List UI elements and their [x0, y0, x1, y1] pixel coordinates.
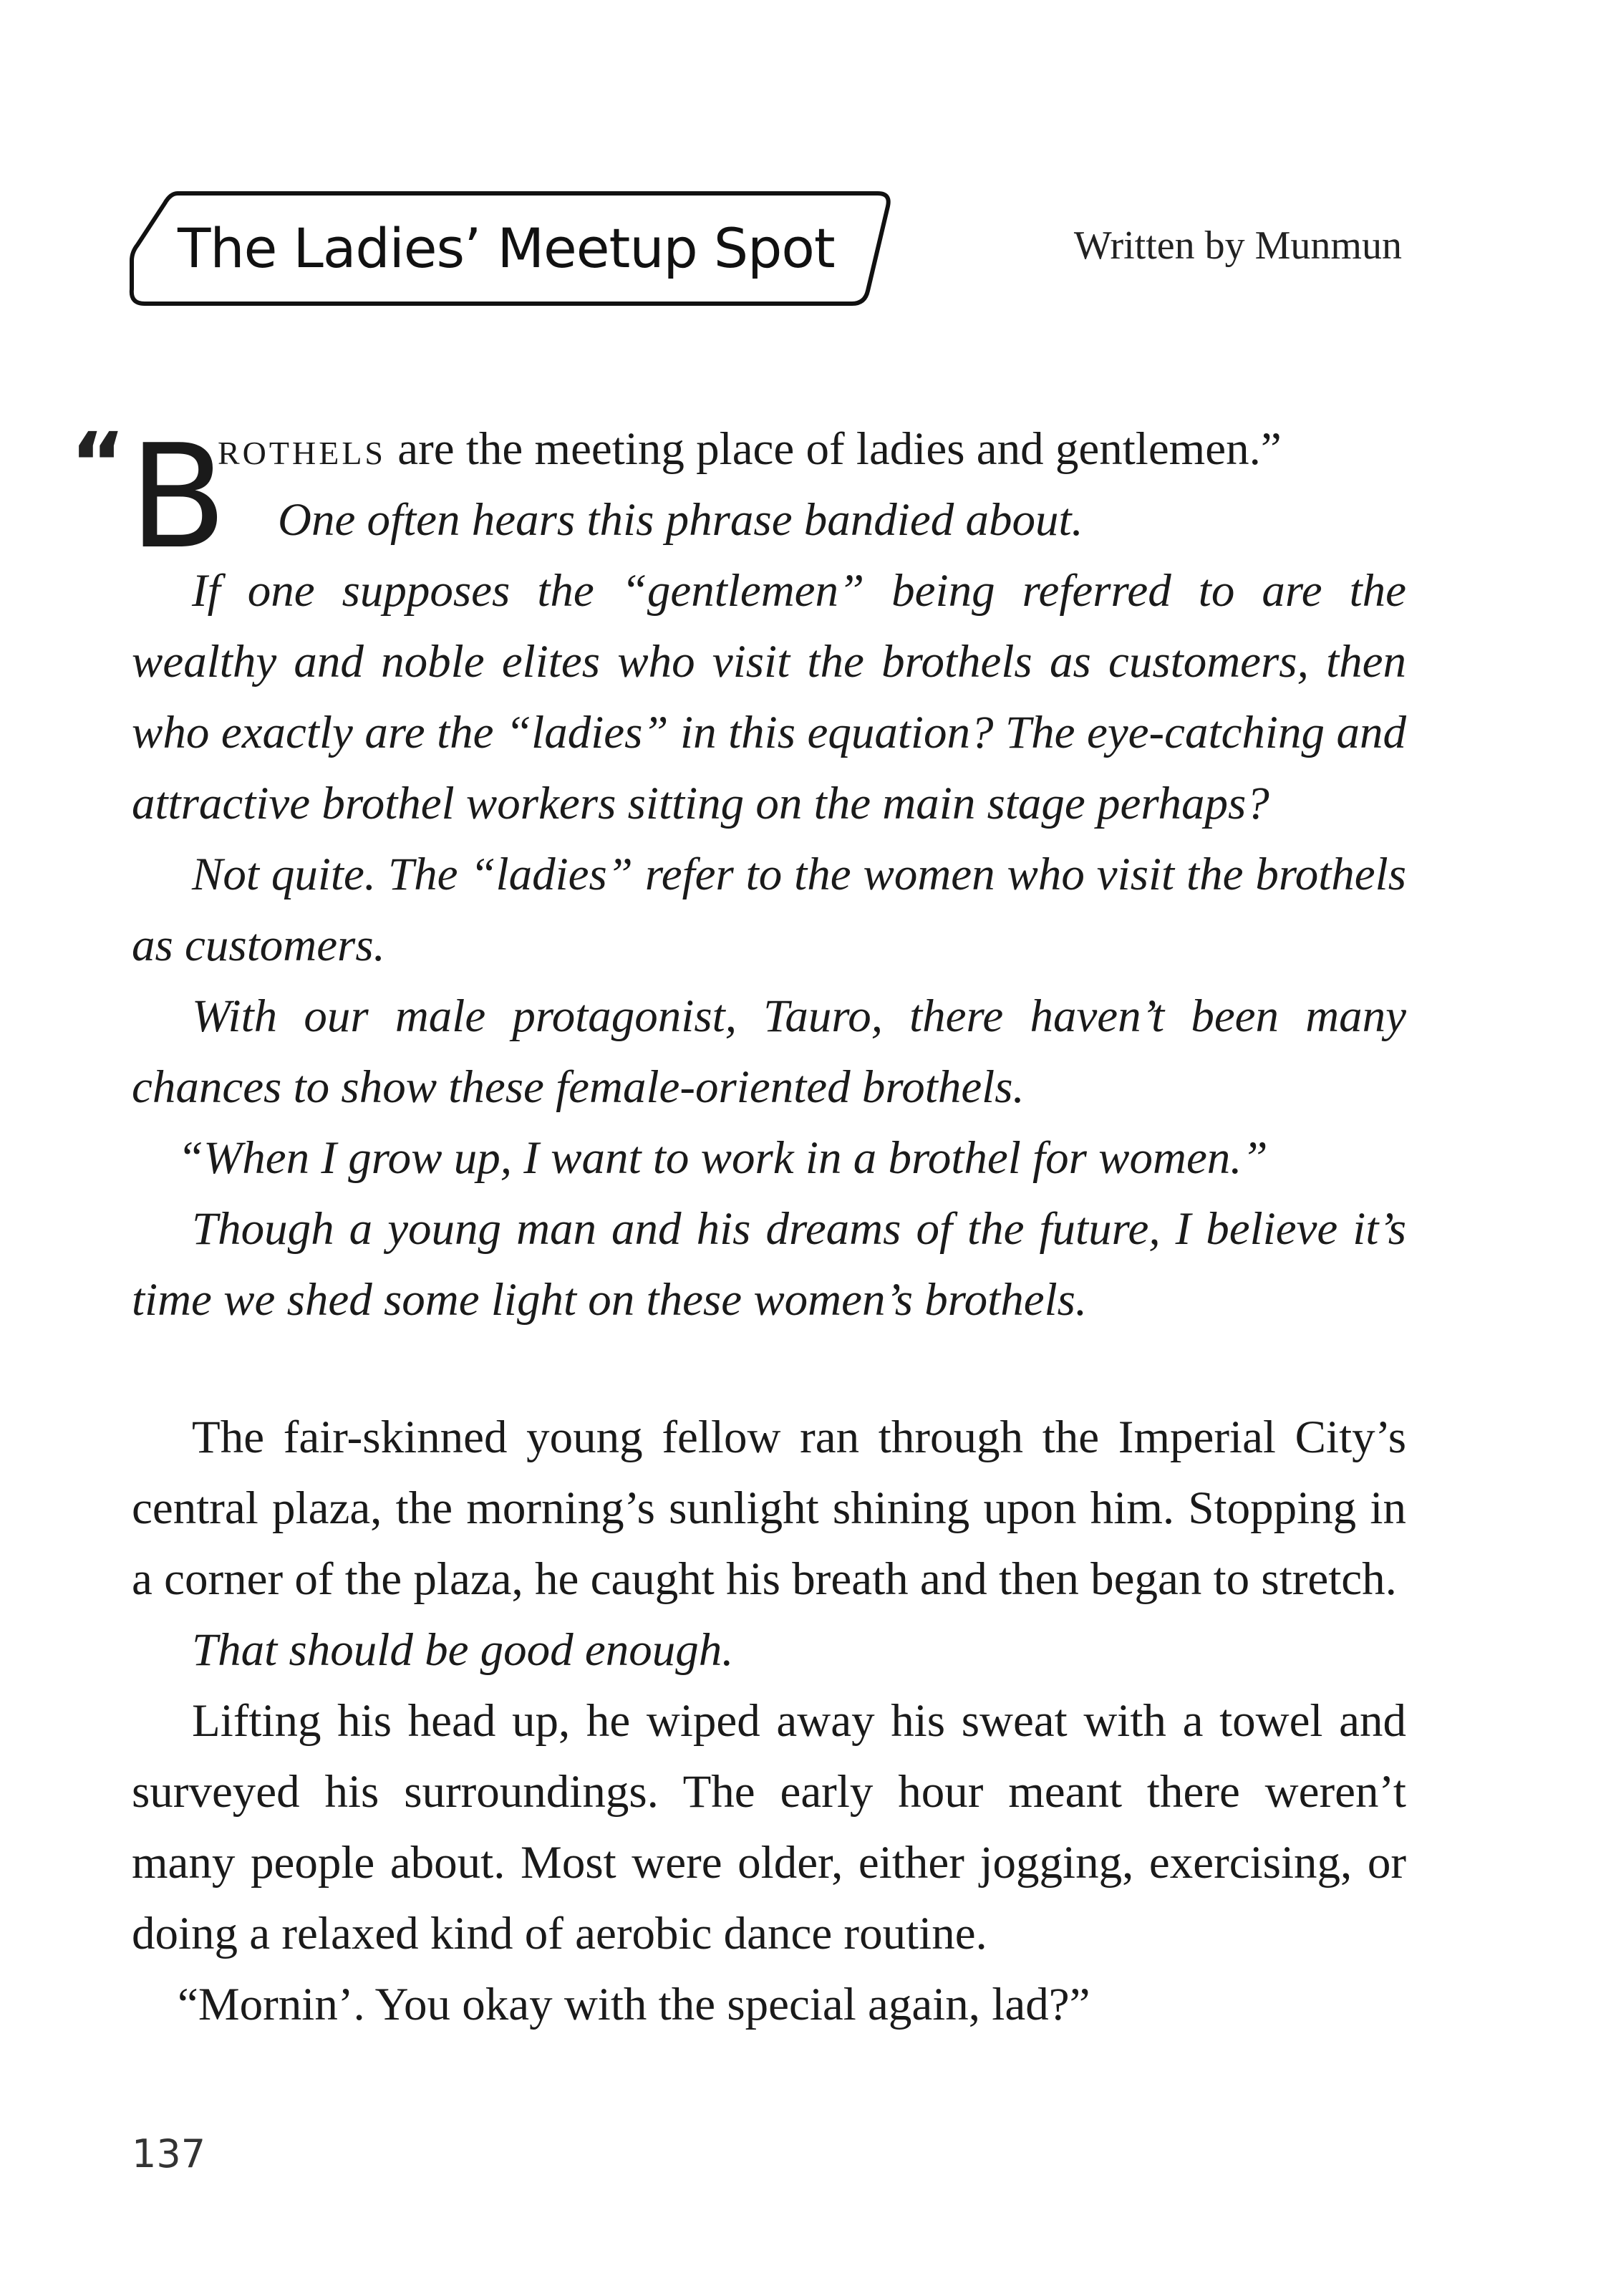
small-caps-word: rothels: [218, 423, 386, 475]
intro-first-rest: are the meeting place of ladies and gentlemen.”: [386, 423, 1282, 475]
intro-paragraph: If one supposes the “gentlemen” being referred to are the wealthy and noble elites who visit the brothels as customers, then who exactly are the “ladies” in this equation? The eye-catching and attractive brothel workers sitting on the main stage perhaps?: [132, 565, 1406, 829]
story-paragraph: That should be good enough.: [192, 1624, 734, 1676]
intro-paragraph: One often hears this phrase bandied about.: [278, 494, 1083, 546]
intro-paragraph: “When I grow up, I want to work in a brothel for women.”: [178, 1132, 1268, 1184]
chapter-title-box: [127, 190, 895, 307]
intro-section: [70, 414, 1406, 1336]
chapter-title: The Ladies’ Meetup Spot: [178, 216, 835, 280]
page-number: 137: [132, 2131, 206, 2176]
intro-paragraph: Though a young man and his dreams of the future, I believe it’s time we shed some light on these women’s brothels.: [132, 1203, 1406, 1326]
drop-cap: B: [129, 414, 228, 581]
intro-paragraph: With our male protagonist, Tauro, there haven’t been many chances to show these female-oriented brothels.: [132, 990, 1406, 1113]
author-byline: Written by Munmun: [1073, 223, 1402, 268]
story-paragraph: Lifting his head up, he wiped away his sweat with a towel and surveyed his surroundings. The early hour meant there weren’t many people about. Most were older, either jogging, exercising, or doing a relaxed kind of aerobic dance routine.: [132, 1695, 1406, 1959]
story-paragraph: The fair-skinned young fellow ran through the Imperial City’s central plaza, the morning’s sunlight shining upon him. Stopping in a corner of the plaza, he caught his breath and then began to stretch.: [132, 1412, 1406, 1605]
story-section: [132, 1402, 1406, 2040]
story-paragraph: “Mornin’. You okay with the special again, lad?”: [178, 1979, 1090, 2030]
intro-paragraph: Not quite. The “ladies” refer to the women who visit the brothels as customers.: [132, 849, 1406, 971]
open-quote-mark: “: [70, 414, 126, 513]
